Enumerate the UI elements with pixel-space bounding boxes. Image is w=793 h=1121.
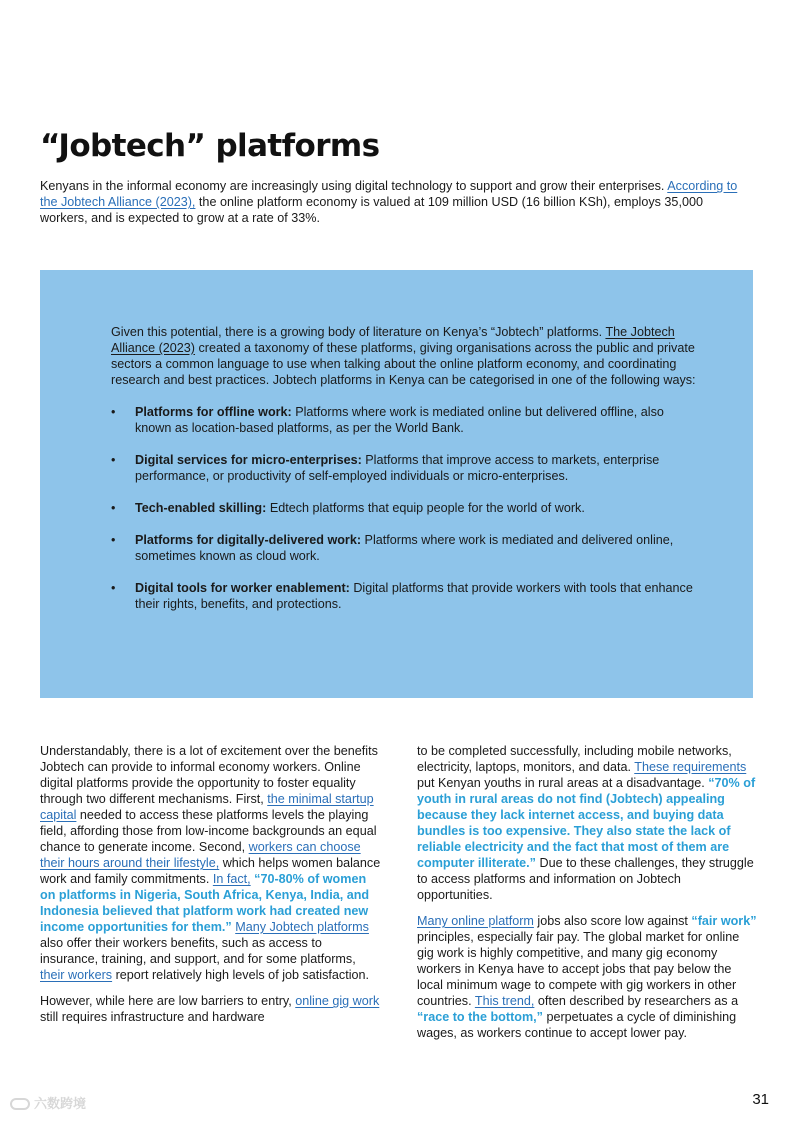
list-item [111,532,696,564]
intro-text-1: Kenyans in the informal economy are increasingly using digital technology to support and grow their enterprises. [40,179,668,193]
page-title: “Jobtech” platforms [40,128,380,164]
body-text: needed to access these platforms levels the playing field, affording those from low-income backgrounds an equal chance to generate income. Second, [40,808,377,854]
bullet-icon: • [111,581,116,595]
watermark-logo-icon [10,1098,30,1110]
page-number: 31 [752,1091,769,1108]
list-item-desc: Platforms that improve access to markets, enterprise performance, or productivity of self-employed individuals or micro-enterprises. [135,453,660,483]
list-item [111,580,696,612]
jobtech-alliance-link[interactable]: According to the Jobtech Alliance (2023), [40,179,738,209]
watermark [10,1096,86,1112]
body-text: still requires infrastructure and hardware [40,1010,265,1024]
list-item-desc: Digital platforms that provide workers with tools that enhance their rights, benefits, and protections. [135,581,693,611]
callout-text-1: Given this potential, there is a growing body of literature on Kenya’s “Jobtech” platforms. [111,325,606,339]
body-text: Understandably, there is a lot of excitement over the benefits Jobtech can provide to informal economy workers. Online digital platforms provide the opportunity to foster equality through two different mechanisms. First, [40,744,378,806]
intro-text-2: the online platform economy is valued at 109 million USD (16 billion KSh), employs 35,000 workers, and is expected to grow at a rate of 33%. [40,195,703,225]
callout-paragraph [111,324,696,388]
excitement-paragraph [40,743,382,983]
intro-paragraph [40,178,740,226]
list-item-term: Digital tools for worker enablement: [135,581,350,595]
their-workers-link[interactable]: their workers [40,968,113,982]
left-column [40,743,382,1035]
bullet-icon: • [111,533,116,547]
list-item [111,404,696,436]
jobtech-alliance-2023-link[interactable]: The Jobtech Alliance (2023) [111,325,675,355]
body-text: jobs also score low against [533,914,692,928]
bullet-icon: • [111,501,116,515]
body-text: However, while here are low barriers to entry, [40,994,296,1008]
fair-work-quote: “fair work” [691,914,757,928]
workers-choose-hours-link[interactable]: workers can choose their hours around their lifestyle, [40,840,361,870]
fair-work-paragraph [417,913,759,1041]
list-item-term: Platforms for offline work: [135,405,292,419]
callout-content [111,324,696,612]
rural-youth-quote: “70% of youth in rural areas do not find (Jobtech) appealing because they lack internet access, and buying data bundles is too expensive. They also state the lack of reliable electricity and the fact that most of them are computer illiterate.” [417,776,756,870]
body-text: perpetuates a cycle of diminishing wages, as workers continue to accept lower pay. [417,1010,737,1040]
list-item-term: Platforms for digitally-delivered work: [135,533,362,547]
platform-category-list [111,404,696,612]
bullet-icon: • [111,453,116,467]
many-online-platform-link[interactable]: Many online platform [417,914,534,928]
list-item-desc: Platforms where work is mediated online but delivered offline, also known as location-based platforms, as per the World Bank. [135,405,664,435]
these-requirements-link[interactable]: These requirements [634,760,747,774]
taxonomy-callout-box [40,270,753,698]
requirements-paragraph [417,743,759,903]
race-to-bottom-quote: “race to the bottom,” [417,1010,543,1024]
barriers-paragraph [40,993,382,1025]
body-text: often described by researchers as a [534,994,739,1008]
body-text: principles, especially fair pay. The global market for online gig work is highly competitive, and many gig economy workers in Kenya have to accept jobs that pay below the local minimum wage to compete with gig workers in other countries. [417,930,740,1008]
body-text: report relatively high levels of job satisfaction. [112,968,369,982]
body-text: put Kenyan youths in rural areas at a disadvantage. [417,776,709,790]
right-column [417,743,759,1051]
this-trend-link[interactable]: This trend, [474,994,535,1008]
bullet-icon: • [111,405,116,419]
body-text: also offer their workers benefits, such as access to insurance, training, and support, and for some platforms, [40,936,356,966]
list-item-desc: Platforms where work is mediated and delivered online, sometimes known as cloud work. [135,533,674,563]
list-item-term: Digital services for micro-enterprises: [135,453,362,467]
online-gig-work-link[interactable]: online gig work [295,994,380,1008]
minimal-startup-capital-link[interactable]: the minimal startup capital [40,792,374,822]
many-jobtech-platforms-link[interactable]: Many Jobtech platforms [235,920,369,934]
women-platforms-quote: “70-80% of women on platforms in Nigeria, South Africa, Kenya, India, and Indonesia believed that platform work had created new income opportunities for them.” [40,872,370,934]
list-item-term: Tech-enabled skilling: [135,501,267,515]
body-text: which helps women balance work and family commitments. [40,856,381,886]
list-item-desc: Edtech platforms that equip people for the world of work. [266,501,585,515]
callout-text-2: created a taxonomy of these platforms, giving organisations across the public and private sectors a common language to use when talking about the online platform economy, and coordinating research and best practices. Jobtech platforms in Kenya can be categorised in one of the following ways: [111,341,696,387]
body-text: Due to these challenges, they struggle to access platforms and information on Jobtech opportunities. [417,856,754,902]
in-fact-link[interactable]: In fact, [212,872,251,886]
list-item [111,452,696,484]
body-text: to be completed successfully, including mobile networks, electricity, laptops, monitors, and data. [417,744,732,774]
list-item [111,500,696,516]
watermark-text: 六数跨境 [34,1096,87,1111]
